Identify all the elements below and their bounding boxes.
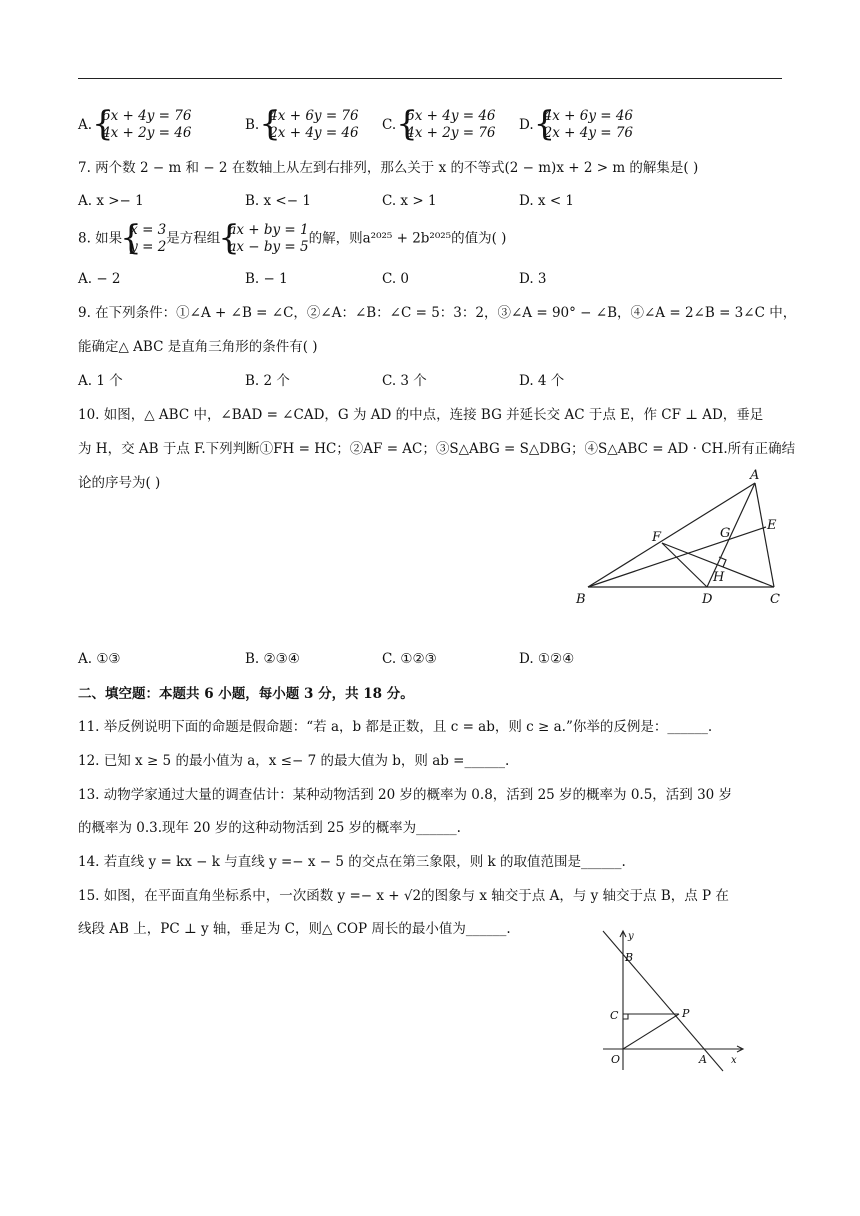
equation-system: { 4x + 6y = 46 2x + 4y = 76 bbox=[536, 108, 633, 142]
point-label-a: A bbox=[750, 468, 760, 483]
q6-option-c[interactable]: C. { 6x + 4y = 46 4x + 2y = 76 bbox=[382, 108, 496, 142]
point-label-b: B bbox=[576, 592, 586, 607]
q8-option-b[interactable]: B. − 1 bbox=[245, 271, 288, 287]
point-label-c: C bbox=[770, 592, 780, 607]
q13-stem-line2: 的概率为 0.3.现年 20 岁的这种动物活到 25 岁的概率为______. bbox=[78, 820, 461, 836]
point-label-o: O bbox=[611, 1053, 621, 1066]
point-label-f: F bbox=[652, 530, 662, 545]
q8-option-c[interactable]: C. 0 bbox=[382, 271, 410, 287]
q10-stem-line1: 10. 如图，△ ABC 中，∠BAD = ∠CAD，G 为 AD 的中点，连接 BG 并延长交 AC 于点 E，作 CF ⊥ AD，垂足 bbox=[78, 407, 764, 423]
q11-stem: 11. 举反例说明下面的命题是假命题：“若 a，b 都是正数，且 c = ab，则 c ≥ a.”你举的反例是：______. bbox=[78, 719, 713, 735]
q13-stem-line1: 13. 动物学家通过大量的调查估计：某种动物活到 20 岁的概率为 0.8，活到 25 岁的概率为 0.5，活到 30 岁 bbox=[78, 787, 733, 803]
point-label-b: B bbox=[625, 951, 634, 964]
q6-option-d[interactable]: D. { 4x + 6y = 46 2x + 4y = 76 bbox=[519, 108, 633, 142]
point-label-g: G bbox=[720, 526, 731, 541]
q14-stem: 14. 若直线 y = kx − k 与直线 y =− x − 5 的交点在第三象限，则 k 的取值范围是______. bbox=[78, 854, 626, 870]
point-label-h: H bbox=[713, 570, 725, 585]
q15-coordinate-figure bbox=[595, 925, 755, 1075]
q9-option-d[interactable]: D. 4 个 bbox=[519, 373, 565, 389]
q15-stem-line1: 15. 如图，在平面直角坐标系中，一次函数 y =− x + √2的图象与 x 轴交于点 A，与 y 轴交于点 B，点 P 在 bbox=[78, 888, 729, 904]
q6-option-b[interactable]: B. { 4x + 6y = 76 2x + 4y = 46 bbox=[245, 108, 359, 142]
q7-option-b[interactable]: B. x <− 1 bbox=[245, 193, 311, 209]
axis-label-x: x bbox=[731, 1055, 737, 1066]
line-ac bbox=[755, 483, 774, 587]
q10-option-d[interactable]: D. ①②④ bbox=[519, 651, 575, 667]
q10-option-a[interactable]: A. ①③ bbox=[78, 651, 121, 667]
point-label-e: E bbox=[767, 518, 777, 533]
q7-option-d[interactable]: D. x < 1 bbox=[519, 193, 575, 209]
point-label-p: P bbox=[682, 1007, 690, 1020]
q15-stem-line2: 线段 AB 上，PC ⊥ y 轴，垂足为 C，则△ COP 周长的最小值为______. bbox=[78, 921, 511, 937]
q9-stem-line2: 能确定△ ABC 是直角三角形的条件有( ) bbox=[78, 339, 318, 355]
section-2-heading: 二、填空题：本题共 6 小题，每小题 3 分，共 18 分。 bbox=[78, 686, 414, 702]
q10-stem-line2: 为 H，交 AB 于点 F.下列判断①FH = HC；②AF = AC；③S△ABG = S△DBG；④S△ABC = AD · CH.所有正确结 bbox=[78, 441, 796, 457]
q12-stem: 12. 已知 x ≥ 5 的最小值为 a，x ≤− 7 的最大值为 b，则 ab =______. bbox=[78, 753, 510, 769]
q9-stem-line1: 9. 在下列条件：①∠A + ∠B = ∠C，②∠A：∠B：∠C = 5：3：2，③∠A = 90° − ∠B，④∠A = 2∠B = 3∠C 中， bbox=[78, 305, 797, 321]
q8-stem: 8. 如果 { x = 3 y = 2 是方程组 { ax + by = 1 ax − by = 5 的解，则a²⁰²⁵ + 2b²⁰²⁵的值为( ) bbox=[78, 222, 506, 256]
point-label-a: A bbox=[699, 1053, 707, 1066]
point-label-d: D bbox=[702, 592, 713, 607]
line-ab bbox=[603, 931, 723, 1071]
q9-option-a[interactable]: A. 1 个 bbox=[78, 373, 123, 389]
q9-option-b[interactable]: B. 2 个 bbox=[245, 373, 290, 389]
q10-option-c[interactable]: C. ①②③ bbox=[382, 651, 437, 667]
solution-system: { x = 3 y = 2 bbox=[122, 222, 166, 256]
q10-stem-line3: 论的序号为( ) bbox=[78, 475, 161, 491]
header-rule bbox=[78, 78, 782, 79]
q8-option-a[interactable]: A. − 2 bbox=[78, 271, 121, 287]
q10-option-b[interactable]: B. ②③④ bbox=[245, 651, 300, 667]
q7-stem: 7. 两个数 2 − m 和 − 2 在数轴上从左到右排列，那么关于 x 的不等式(2 − m)x + 2 > m 的解集是( ) bbox=[78, 160, 699, 176]
q9-option-c[interactable]: C. 3 个 bbox=[382, 373, 427, 389]
equation-system: { ax + by = 1 ax − by = 5 bbox=[220, 222, 308, 256]
q7-option-a[interactable]: A. x >− 1 bbox=[78, 193, 144, 209]
q7-option-c[interactable]: C. x > 1 bbox=[382, 193, 437, 209]
equation-system: { 6x + 4y = 76 4x + 2y = 46 bbox=[94, 108, 191, 142]
q10-triangle-figure bbox=[570, 465, 790, 615]
right-angle-mark bbox=[623, 1014, 628, 1019]
axis-label-y: y bbox=[628, 931, 634, 942]
equation-system: { 6x + 4y = 46 4x + 2y = 76 bbox=[398, 108, 495, 142]
q6-option-a[interactable]: A. { 6x + 4y = 76 4x + 2y = 46 bbox=[78, 108, 191, 142]
segment-op bbox=[623, 1014, 679, 1049]
equation-system: { 4x + 6y = 76 2x + 4y = 46 bbox=[261, 108, 358, 142]
point-label-c: C bbox=[610, 1009, 619, 1022]
q8-option-d[interactable]: D. 3 bbox=[519, 271, 547, 287]
